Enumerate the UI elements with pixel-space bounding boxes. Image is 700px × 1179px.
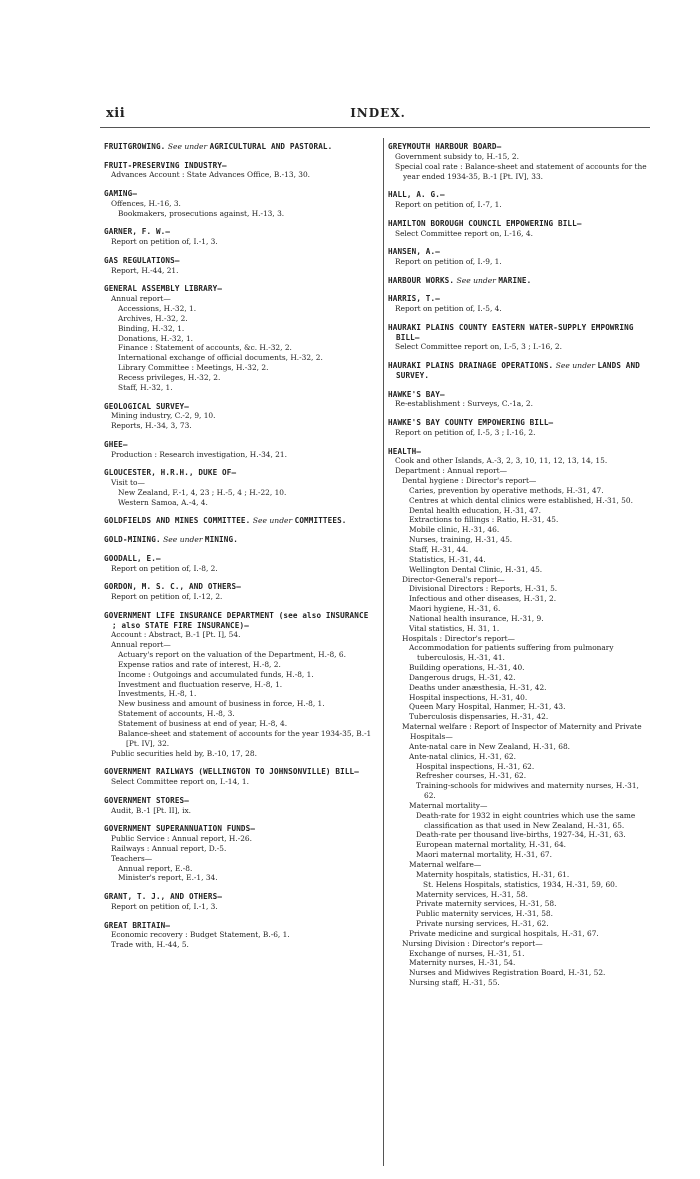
index-entry bbox=[104, 535, 376, 545]
page-title: INDEX. bbox=[350, 106, 406, 120]
index-entry bbox=[388, 276, 652, 286]
entry-line: Special coal rate : Balance-sheet and statement of accounts for the year ended 1934-35, B.-1 [Pt. IV], 33. bbox=[395, 161, 647, 181]
column-divider bbox=[383, 138, 384, 1166]
index-entry bbox=[104, 256, 376, 276]
heading-text: GOVERNMENT LIFE INSURANCE DEPARTMENT (see also INSURANCE ; also STATE FIRE INSURANCE)— bbox=[104, 610, 369, 630]
entry-line: Investments, H.-8, 1. bbox=[118, 689, 197, 699]
entry-line: Library Committee : Meetings, H.-32, 2. bbox=[118, 363, 269, 373]
see-under-text: See under bbox=[160, 535, 205, 545]
entry-line: Maori maternal mortality, H.-31, 67. bbox=[416, 850, 552, 860]
entry-line: Dangerous drugs, H.-31, 42. bbox=[409, 672, 516, 682]
entry-line: Caries, prevention by operative methods, H.-31, 47. bbox=[409, 485, 604, 495]
index-entry bbox=[388, 142, 652, 181]
entry-heading bbox=[388, 418, 652, 428]
entry-line: Maternity nurses, H.-31, 54. bbox=[409, 958, 516, 968]
entry-line: Reports, H.-34, 3, 73. bbox=[111, 421, 192, 431]
entry-heading bbox=[104, 767, 376, 777]
entry-line: Report on petition of, I.-12, 2. bbox=[111, 592, 223, 602]
cross-reference: COMMITTEES. bbox=[294, 516, 347, 526]
entry-line: Report on petition of, I.-5, 4. bbox=[395, 304, 502, 314]
index-entry bbox=[104, 611, 376, 759]
entry-line: Director-General's report— bbox=[402, 574, 505, 584]
entry-line: Income : Outgoings and accumulated funds, H.-8, 1. bbox=[118, 669, 314, 679]
entry-heading bbox=[388, 361, 652, 381]
entry-line: Hospitals : Director's report— bbox=[402, 633, 515, 643]
entry-line: Death-rate per thousand live-births, 1927-34, H.-31, 63. bbox=[416, 830, 626, 840]
heading-text: HARRIS, T.— bbox=[388, 294, 440, 304]
entry-line: Bookmakers, prosecutions against, H.-13, 3. bbox=[118, 208, 285, 218]
entry-line: Audit, B.-1 [Pt. II], ix. bbox=[111, 805, 192, 815]
entry-line: Nurses, training, H.-31, 45. bbox=[409, 535, 513, 545]
entry-line: Report on petition of, I.-7, 1. bbox=[395, 200, 502, 210]
entry-line: Report on petition of, I.-1, 3. bbox=[111, 901, 218, 911]
entry-line: Finance : Statement of accounts, &c. H.-32, 2. bbox=[118, 343, 292, 353]
entry-line: Production : Research investigation, H.-34, 21. bbox=[111, 449, 287, 459]
entry-line: Investment and fluctuation reserve, H.-8, 1. bbox=[118, 679, 283, 689]
entry-line: Select Committee report on, I.-5, 3 ; I.-16, 2. bbox=[395, 342, 562, 352]
entry-line: Ante-natal care in New Zealand, H.-31, 68. bbox=[409, 741, 571, 751]
entry-heading bbox=[104, 824, 376, 834]
entry-heading bbox=[104, 189, 376, 199]
heading-text: FRUIT-PRESERVING INDUSTRY— bbox=[104, 160, 227, 170]
heading-text: GORDON, M. S. C., AND OTHERS— bbox=[104, 582, 241, 592]
entry-heading bbox=[104, 468, 376, 478]
entry-line: Account : Abstract, B.-1 [Pt. I], 54. bbox=[111, 630, 241, 640]
entry-line: Annual report, E.-8. bbox=[118, 863, 193, 873]
entry-line: Training-schools for midwives and maternity nurses, H.-31, 62. bbox=[416, 781, 639, 801]
entry-line: New Zealand, F.-1, 4, 23 ; H.-5, 4 ; H.-22, 10. bbox=[118, 488, 287, 497]
entry-line: Report on petition of, I.-8, 2. bbox=[111, 563, 218, 573]
cross-reference: LANDS AND SURVEY. bbox=[396, 361, 640, 380]
heading-text: HAWKE'S BAY— bbox=[388, 389, 445, 399]
heading-text: HAMILTON BOROUGH COUNCIL EMPOWERING BILL— bbox=[388, 218, 582, 228]
heading-text: FRUITGROWING. bbox=[104, 142, 166, 151]
entry-line: Visit to— bbox=[111, 478, 145, 488]
entry-heading bbox=[104, 892, 376, 902]
heading-text: HALL, A. G.— bbox=[388, 190, 445, 200]
entry-line: Recess privileges, H.-32, 2. bbox=[118, 373, 221, 383]
heading-text: HEALTH— bbox=[388, 446, 422, 456]
index-entry bbox=[104, 516, 376, 526]
entry-heading bbox=[388, 390, 652, 400]
entry-heading bbox=[388, 219, 652, 229]
entry-line: Maternal welfare : Report of Inspector of Maternity and Private Hospitals— bbox=[402, 722, 642, 741]
heading-text: HAWKE'S BAY COUNTY EMPOWERING BILL— bbox=[388, 418, 554, 428]
entry-heading bbox=[388, 190, 652, 200]
entry-line: Dental health education, H.-31, 47. bbox=[409, 505, 541, 515]
index-entry bbox=[104, 189, 376, 219]
index-column-right bbox=[388, 142, 652, 997]
heading-text: GAMING— bbox=[104, 189, 138, 199]
entry-heading bbox=[388, 276, 652, 286]
index-entry bbox=[388, 361, 652, 381]
page-header bbox=[106, 106, 650, 124]
heading-text: GARNER, F. W.— bbox=[104, 227, 171, 237]
index-entry bbox=[104, 892, 376, 912]
entry-heading bbox=[104, 611, 376, 631]
entry-line: Expense ratios and rate of interest, H.-8, 2. bbox=[118, 659, 281, 669]
entry-line: Queen Mary Hospital, Hanmer, H.-31, 43. bbox=[409, 702, 566, 712]
index-entry bbox=[104, 402, 376, 432]
entry-line: St. Helens Hospitals, statistics, 1934, H.-31, 59, 60. bbox=[423, 879, 618, 889]
entry-heading bbox=[388, 247, 652, 257]
entry-line: Ante-natal clinics, H.-31, 62. bbox=[409, 751, 516, 761]
entry-line: Minister's report, E.-1, 34. bbox=[118, 873, 218, 883]
entry-heading bbox=[104, 921, 376, 931]
entry-line: Accommodation for patients suffering from pulmonary tuberculosis, H.-31, 41. bbox=[409, 643, 614, 663]
entry-line: Maternal welfare— bbox=[409, 859, 482, 869]
entry-heading bbox=[388, 142, 652, 152]
entry-line: Accessions, H.-32, 1. bbox=[118, 304, 197, 314]
entry-line: Re-establishment : Surveys, C.-1a, 2. bbox=[395, 399, 533, 409]
heading-text: GOODALL, E.— bbox=[104, 553, 161, 563]
index-entry bbox=[104, 440, 376, 460]
entry-line: Tuberculosis dispensaries, H.-31, 42. bbox=[409, 712, 549, 722]
index-entry bbox=[104, 796, 376, 816]
entry-line: Private medicine and surgical hospitals, H.-31, 67. bbox=[409, 928, 599, 938]
entry-line: Donations, H.-32, 1. bbox=[118, 333, 194, 343]
heading-text: HARBOUR WORKS. bbox=[388, 275, 455, 285]
index-entry bbox=[388, 418, 652, 438]
entry-line: Mining industry, C.-2, 9, 10. bbox=[111, 411, 216, 421]
entry-line: Actuary's report on the valuation of the Department, H.-8, 6. bbox=[118, 650, 346, 660]
entry-line: Death-rate for 1932 in eight countries which use the same classification as that used in New Zealand, H.-31, 65. bbox=[416, 810, 636, 830]
entry-line: Deaths under anæsthesia, H.-31, 42. bbox=[409, 682, 547, 692]
index-entry bbox=[388, 447, 652, 988]
heading-text: GOVERNMENT STORES— bbox=[104, 795, 189, 805]
entry-line: European maternal mortality, H.-31, 64. bbox=[416, 840, 567, 850]
entry-line: National health insurance, H.-31, 9. bbox=[409, 613, 544, 623]
entry-line: Maternity hospitals, statistics, H.-31, 61. bbox=[416, 869, 570, 879]
header-rule bbox=[100, 127, 650, 128]
entry-heading bbox=[104, 554, 376, 564]
entry-line: Vital statistics, H. 31, 1. bbox=[409, 623, 500, 633]
entry-line: Nurses and Midwives Registration Board, H.-31, 52. bbox=[409, 968, 606, 978]
entry-line: Hospital inspections, H.-31, 62. bbox=[416, 761, 535, 771]
heading-text: HAURAKI PLAINS DRAINAGE OPERATIONS. bbox=[388, 361, 554, 371]
index-entry bbox=[388, 390, 652, 410]
entry-heading bbox=[388, 447, 652, 457]
entry-line: Building operations, H.-31, 40. bbox=[409, 663, 525, 673]
entry-heading bbox=[104, 796, 376, 806]
index-entry bbox=[104, 921, 376, 951]
heading-text: GOLD-MINING. bbox=[104, 535, 161, 545]
entry-line: Balance-sheet and statement of accounts for the year 1934-35, B.-1 [Pt. IV], 32. bbox=[118, 728, 372, 748]
entry-line: Teachers— bbox=[111, 853, 153, 863]
entry-heading bbox=[104, 256, 376, 266]
entry-heading bbox=[104, 582, 376, 592]
entry-line: Report, H.-44, 21. bbox=[111, 265, 179, 275]
heading-text: GEOLOGICAL SURVEY— bbox=[104, 401, 189, 411]
index-entry bbox=[104, 227, 376, 247]
index-entry bbox=[104, 284, 376, 392]
entry-line: Select Committee report on, I.-16, 4. bbox=[395, 228, 533, 238]
entry-line: Centres at which dental clinics were established, H.-31, 50. bbox=[409, 495, 633, 505]
index-entry bbox=[104, 767, 376, 787]
entry-line: Refresher courses, H.-31, 62. bbox=[416, 771, 527, 781]
heading-text: HANSEN, A.— bbox=[388, 247, 440, 257]
entry-line: Offences, H.-16, 3. bbox=[111, 198, 181, 208]
see-under-text: See under bbox=[553, 361, 598, 371]
entry-line: Advances Account : State Advances Office, B.-13, 30. bbox=[111, 170, 311, 180]
heading-text: GOLDFIELDS AND MINES COMMITTEE. bbox=[104, 516, 251, 526]
entry-line: Binding, H.-32, 1. bbox=[118, 323, 185, 333]
entry-line: Railways : Annual report, D.-5. bbox=[111, 843, 227, 853]
entry-heading bbox=[104, 142, 376, 152]
entry-heading bbox=[104, 284, 376, 294]
entry-line: Private nursing services, H.-31, 62. bbox=[416, 919, 549, 929]
entry-heading bbox=[104, 402, 376, 412]
entry-line: Maori hygiene, H.-31, 6. bbox=[409, 604, 501, 614]
see-under-text: See under bbox=[454, 275, 499, 285]
entry-line: Annual report— bbox=[111, 294, 171, 304]
entry-line: Report on petition of, I.-1, 3. bbox=[111, 237, 218, 247]
entry-line: Divisional Directors : Reports, H.-31, 5. bbox=[409, 584, 558, 594]
entry-line: Public maternity services, H.-31, 58. bbox=[416, 909, 553, 919]
entry-line: International exchange of official documents, H.-32, 2. bbox=[118, 353, 323, 363]
heading-text: GHEE— bbox=[104, 439, 128, 449]
entry-line: Department : Annual report— bbox=[395, 466, 507, 476]
index-entry bbox=[104, 824, 376, 883]
entry-heading bbox=[388, 323, 652, 343]
entry-heading bbox=[104, 516, 376, 526]
heading-text: HAURAKI PLAINS COUNTY EASTERN WATER-SUPPLY EMPOWRING BILL— bbox=[388, 322, 634, 342]
heading-text: GREAT BRITAIN— bbox=[104, 920, 171, 930]
entry-line: Extractions to fillings : Ratio, H.-31, 45. bbox=[409, 515, 559, 525]
entry-line: Staff, H.-31, 44. bbox=[409, 544, 469, 554]
heading-text: GAS REGULATIONS— bbox=[104, 255, 180, 265]
heading-text: GENERAL ASSEMBLY LIBRARY— bbox=[104, 284, 223, 294]
cross-reference: MINING. bbox=[204, 535, 238, 545]
entry-heading bbox=[104, 161, 376, 171]
entry-heading bbox=[104, 227, 376, 237]
entry-line: Nursing staff, H.-31, 55. bbox=[409, 978, 500, 988]
entry-line: Private maternity services, H.-31, 58. bbox=[416, 899, 557, 909]
entry-line: Public Service : Annual report, H.-26. bbox=[111, 834, 252, 843]
entry-line: Economic recovery : Budget Statement, B.-6, 1. bbox=[111, 930, 290, 940]
entry-line: Statement of accounts, H.-8, 3. bbox=[118, 709, 235, 719]
entry-line: New business and amount of business in force, H.-8, 1. bbox=[118, 699, 325, 709]
cross-reference: MARINE. bbox=[498, 275, 532, 285]
entry-line: Archives, H.-32, 2. bbox=[118, 313, 188, 323]
index-entry bbox=[104, 142, 376, 152]
entry-line: Public securities held by, B.-10, 17, 28. bbox=[111, 748, 257, 758]
heading-text: GOVERNMENT SUPERANNUATION FUNDS— bbox=[104, 824, 256, 834]
entry-line: Trade with, H.-44, 5. bbox=[111, 940, 189, 950]
entry-line: Nursing Division : Director's report— bbox=[402, 938, 543, 948]
entry-line: Report on petition of, I.-9, 1. bbox=[395, 256, 502, 266]
index-entry bbox=[104, 582, 376, 602]
entry-line: Statement of business at end of year, H.-8, 4. bbox=[118, 719, 288, 729]
index-entry bbox=[388, 323, 652, 353]
entry-heading bbox=[104, 440, 376, 450]
entry-line: Dental hygiene : Director's report— bbox=[402, 476, 537, 486]
index-entry bbox=[388, 190, 652, 210]
heading-text: GOVERNMENT RAILWAYS (WELLINGTON TO JOHNSONVILLE) BILL— bbox=[104, 767, 359, 777]
heading-text: GREYMOUTH HARBOUR BOARD— bbox=[388, 142, 502, 151]
entry-line: Government subsidy to, H.-15, 2. bbox=[395, 151, 519, 161]
index-entry bbox=[104, 468, 376, 507]
entry-line: Cook and other Islands, A.-3, 2, 3, 10, 11, 12, 13, 14, 15. bbox=[395, 456, 608, 466]
index-entry bbox=[388, 219, 652, 239]
heading-text: GLOUCESTER, H.R.H., DUKE OF— bbox=[104, 468, 237, 478]
entry-line: Infectious and other diseases, H.-31, 2. bbox=[409, 594, 557, 604]
entry-line: Report on petition of, I.-5, 3 ; I.-16, 2. bbox=[395, 427, 536, 437]
entry-line: Staff, H.-32, 1. bbox=[118, 382, 173, 392]
entry-line: Western Samoa, A.-4, 4. bbox=[118, 497, 208, 507]
see-under-text: See under bbox=[165, 142, 210, 151]
index-entry bbox=[104, 554, 376, 574]
cross-reference: AGRICULTURAL AND PASTORAL. bbox=[209, 142, 333, 151]
see-under-text: See under bbox=[250, 516, 295, 526]
entry-line: Exchange of nurses, H.-31, 51. bbox=[409, 948, 525, 958]
index-entry bbox=[388, 294, 652, 314]
entry-line: Wellington Dental Clinic, H.-31, 45. bbox=[409, 564, 543, 574]
entry-heading bbox=[388, 294, 652, 304]
entry-line: Maternal mortality— bbox=[409, 800, 488, 810]
heading-text: GRANT, T. J., AND OTHERS— bbox=[104, 892, 223, 902]
entry-line: Statistics, H.-31, 44. bbox=[409, 554, 486, 564]
index-entry bbox=[104, 161, 376, 181]
entry-line: Maternity services, H.-31, 58. bbox=[416, 889, 528, 899]
index-entry bbox=[388, 247, 652, 267]
index-column-left bbox=[104, 142, 376, 959]
entry-line: Select Committee report on, I.-14, 1. bbox=[111, 777, 249, 787]
entry-line: Hospital inspections, H.-31, 40. bbox=[409, 692, 528, 702]
entry-line: Mobile clinic, H.-31, 46. bbox=[409, 525, 500, 535]
entry-line: Annual report— bbox=[111, 640, 171, 650]
page-number: xii bbox=[106, 106, 126, 121]
entry-heading bbox=[104, 535, 376, 545]
